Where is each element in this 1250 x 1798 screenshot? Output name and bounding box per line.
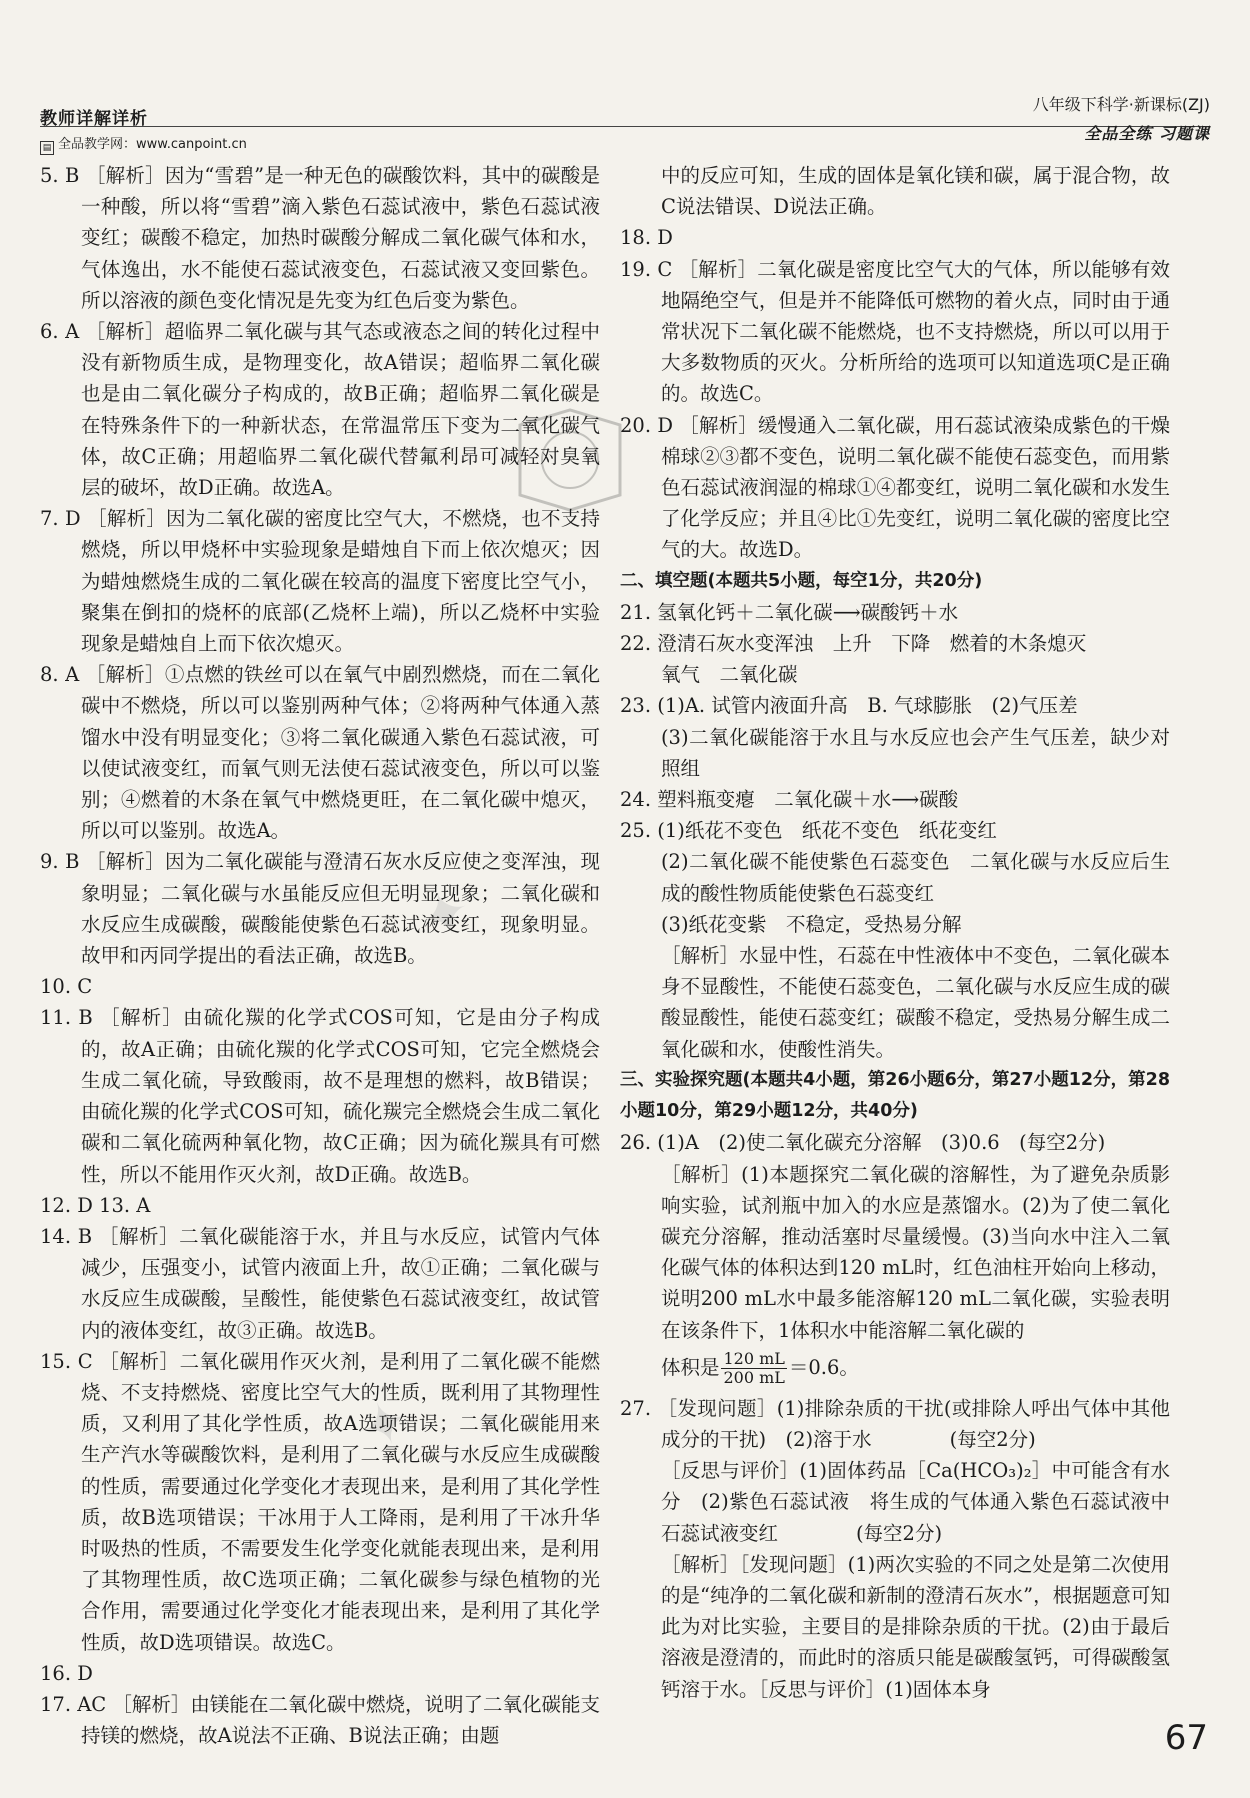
answer-item: (3)纸花变紫 不稳定，受热易分解 xyxy=(660,912,962,936)
header-site xyxy=(40,133,247,155)
section-heading: 二、填空题(本题共5小题，每空1分，共20分) xyxy=(620,570,983,591)
answer-item: 12. D 13. A xyxy=(40,1193,151,1217)
answer-item: 7. D ［解析］因为二氧化碳的密度比空气大，不燃烧，也不支持燃烧，所以甲烧杯中实验现象是蜡烛自下而上依次熄灭；因为蜡烛燃烧生成的二氧化碳在较高的温度下密度比空气小，聚集在倒扣的烧杯的底部(乙烧杯上端)，所以乙烧杯中实验现象是蜡烛自上而下依次熄灭。 xyxy=(40,507,600,656)
answer-item: 5. B ［解析］因为“雪碧”是一种无色的碳酸饮料，其中的碳酸是一种酸，所以将“雪碧”滴入紫色石蕊试液中，紫色石蕊试液变红；碳酸不稳定，加热时碳酸分解成二氧化碳气体和水，气体逸出，水不能使石蕊试液变色，石蕊试液又变回紫色。所以溶液的颜色变化情况是先变为红色后变为紫色。 xyxy=(40,164,600,312)
answer-column-right xyxy=(620,160,1190,1705)
answer-item: 19. C ［解析］二氧化碳是密度比空气大的气体，所以能够有效地隔绝空气，但是并不能降低可燃物的着火点，同时由于通常状况下二氧化碳不能燃烧，也不支持燃烧，所以可以用于大多数物质的灭火。分析所给的选项可以知道选项C是正确的。故选C。 xyxy=(620,257,1170,406)
fraction-numerator: 120 mL xyxy=(723,1348,785,1368)
page-header-left xyxy=(40,104,247,155)
answer-item: 16. D xyxy=(40,1661,93,1685)
answer-item: 17. AC ［解析］由镁能在二氧化碳中燃烧，说明了二氧化碳能支持镁的燃烧，故A说法不正确、B说法正确；由题 xyxy=(40,1692,600,1748)
fraction-prefix: 体积是 xyxy=(660,1355,720,1379)
header-site-text: 全品教学网：www.canpoint.cn xyxy=(58,137,247,152)
answer-item: 6. A ［解析］超临界二氧化碳与其气态或液态之间的转化过程中没有新物质生成，是物理变化，故A错误；超临界二氧化碳也是由二氧化碳分子构成的，故B正确；超临界二氧化碳是在特殊条件下的一种新状态，在常温常压下变为二氧化碳气体，故C正确；用超临界二氧化碳代替氟利昂可减轻对臭氧层的破坏，故D正确。故选A。 xyxy=(40,320,600,500)
answer-item: 8. A ［解析］①点燃的铁丝可以在氧气中剧烈燃烧，而在二氧化碳中不燃烧，所以可以鉴别两种气体；②将两种气体通入蒸馏水中没有明显变化；③将二氧化碳通入紫色石蕊试液，可以使试液变红，而氧气则无法使石蕊试液变色，所以可以鉴别；④燃着的木条在氧气中燃烧更旺，在二氧化碳中熄灭，所以可以鉴别。故选A。 xyxy=(40,663,600,843)
answer-item: 氧气 二氧化碳 xyxy=(660,663,798,687)
answer-item: (3)二氧化碳能溶于水且与水反应也会产生气压差，缺少对照组 xyxy=(660,725,1170,780)
section-heading: 三、实验探究题(本题共4小题，第26小题6分，第27小题12分，第28小题10分，第29小题12分，共40分) xyxy=(620,1069,1170,1122)
answer-item: ［解析］水显中性，石蕊在中性液体中不变色，二氧化碳本身不显酸性，不能使石蕊变色，二氧化碳与水反应生成的碳酸显酸性，能使石蕊变红；碳酸不稳定，受热易分解生成二氧化碳和水，使酸性消失。 xyxy=(660,944,1170,1061)
header-title: 教师详解详析 xyxy=(40,109,148,129)
answer-item: 10. C xyxy=(40,975,93,999)
answer-item: 27. ［发现问题］(1)排除杂质的干扰(或排除人呼出气体中其他成分的干扰) (2)溶于水 (每空2分) xyxy=(620,1396,1170,1451)
answer-item: 中的反应可知，生成的固体是氧化镁和碳，属于混合物，故C说法错误、D说法正确。 xyxy=(660,164,1170,219)
answer-item: 14. B ［解析］二氧化碳能溶于水，并且与水反应，试管内气体减少，压强变小，试管内液面上升，故①正确；二氧化碳与水反应生成碳酸，呈酸性，能使紫色石蕊试液变红，故试管内的液体变红，故③正确。故选B。 xyxy=(40,1224,600,1342)
page-header-right xyxy=(1033,92,1210,144)
answer-item: 22. 澄清石灰水变浑浊 上升 下降 燃着的木条熄灭 xyxy=(620,632,1087,656)
answer-item: 18. D xyxy=(620,226,673,250)
fraction xyxy=(721,1350,786,1387)
answer-column-right-top xyxy=(620,160,1170,1346)
fraction-line xyxy=(620,1350,1170,1387)
answer-column-right-bottom xyxy=(620,1393,1190,1705)
answer-item: 20. D ［解析］缓慢通入二氧化碳，用石蕊试液染成紫色的干燥棉球②③都不变色，说明二氧化碳不能使石蕊变色，而用紫色石蕊试液润湿的棉球①④都变红，说明二氧化碳和水发生了化学反应；并且④比①先变红，说明二氧化碳的密度比空气的大。故选D。 xyxy=(620,413,1170,562)
header-brand-logo: 全品全练 习题课 xyxy=(1084,124,1210,143)
answer-item: 25. (1)纸花不变色 纸花不变色 纸花变红 xyxy=(620,819,997,843)
header-grade: 八年级下科学·新课标(ZJ) xyxy=(1032,95,1210,114)
answer-item: 23. (1)A. 试管内液面升高 B. 气球膨胀 (2)气压差 xyxy=(620,694,1078,718)
answer-item: 26. (1)A (2)使二氧化碳充分溶解 (3)0.6 (每空2分) xyxy=(620,1131,1106,1155)
watermark-text-icon: ✦ xyxy=(349,1383,421,1467)
answer-item: ［解析］(1)本题探究二氧化碳的溶解性，为了避免杂质影响实验，试剂瓶中加入的水应是蒸馏水。(2)为了使二氧化碳充分溶解，推动活塞时尽量缓慢。(3)当向水中注入二氧化碳气体的体积达到120 mL时，红色油柱开始向上移动，说明200 mL水中最多能溶解120 mL二氧化碳，实验表明在该条件下，1体积水中能溶解二氧化碳的 xyxy=(660,1162,1170,1342)
answer-item: ［解析］［发现问题］(1)两次实验的不同之处是第二次使用的是“纯净的二氧化碳和新制的澄清石灰水”，根据题意可知此为对比实验，主要目的是排除杂质的干扰。(2)由于最后溶液是澄清的，而此时的溶质只能是碳酸氢钙，可得碳酸氢钙溶于水。［反思与评价］(1)固体本身 xyxy=(660,1552,1170,1701)
fraction-suffix: ＝0.6。 xyxy=(788,1355,859,1379)
answer-column-left xyxy=(40,160,600,1751)
answer-item: 11. B ［解析］由硫化羰的化学式COS可知，它是由分子构成的，故A正确；由硫化羰的化学式COS可知，它完全燃烧会生成二氧化硫，导致酸雨，故不是理想的燃料，故B错误；由硫化羰的化学式COS可知，硫化羰完全燃烧会生成二氧化碳和二氧化硫两种氧化物，故C正确；因为硫化羰具有可燃性，所以不能用作灭火剂，故D正确。故选B。 xyxy=(40,1006,600,1186)
answer-item: (2)二氧化碳不能使紫色石蕊变色 二氧化碳与水反应后生成的酸性物质能使紫色石蕊变红 xyxy=(660,850,1170,905)
answer-item: 24. 塑料瓶变瘪 二氧化碳＋水⟶碳酸 xyxy=(620,788,959,812)
answer-item: 15. C ［解析］二氧化碳用作灭火剂，是利用了二氧化碳不能燃烧、不支持燃烧、密度比空气大的性质，既利用了其物理性质，又利用了其化学性质，故A选项错误；二氧化碳能用来生产汽水等碳酸饮料，是利用了二氧化碳与水反应生成碳酸的性质，需要通过化学变化才表现出来，是利用了其化学性质，故B选项错误；干冰用于人工降雨，是利用了干冰升华时吸热的性质，不需要发生化学变化就能表现出来，是利用了其物理性质，故C选项正确；二氧化碳参与绿色植物的光合作用，需要通过化学变化才能表现出来，是利用了其化学性质，故D选项错误。故选C。 xyxy=(40,1349,600,1654)
fraction-denominator: 200 mL xyxy=(723,1367,785,1387)
page-number: 67 xyxy=(1164,1718,1208,1758)
answer-item: 21. 氢氧化钙＋二氧化碳⟶碳酸钙＋水 xyxy=(620,600,959,624)
answer-item: ［反思与评价］(1)固体药品［Ca(HCO₃)₂］中可能含有水分 (2)紫色石蕊试液 将生成的气体通入紫色石蕊试液中 石蕊试液变红 (每空2分) xyxy=(660,1459,1190,1545)
book-icon: ▤ xyxy=(40,141,54,155)
watermark-text-icon: ✦ xyxy=(409,873,481,957)
answer-item: 9. B ［解析］因为二氧化碳能与澄清石灰水反应使之变浑浊，现象明显；二氧化碳与水虽能反应但无明显现象；二氧化碳和水反应生成碳酸，碳酸能使紫色石蕊试液变红，现象明显。故甲和丙同学提出的看法正确，故选B。 xyxy=(40,850,600,968)
